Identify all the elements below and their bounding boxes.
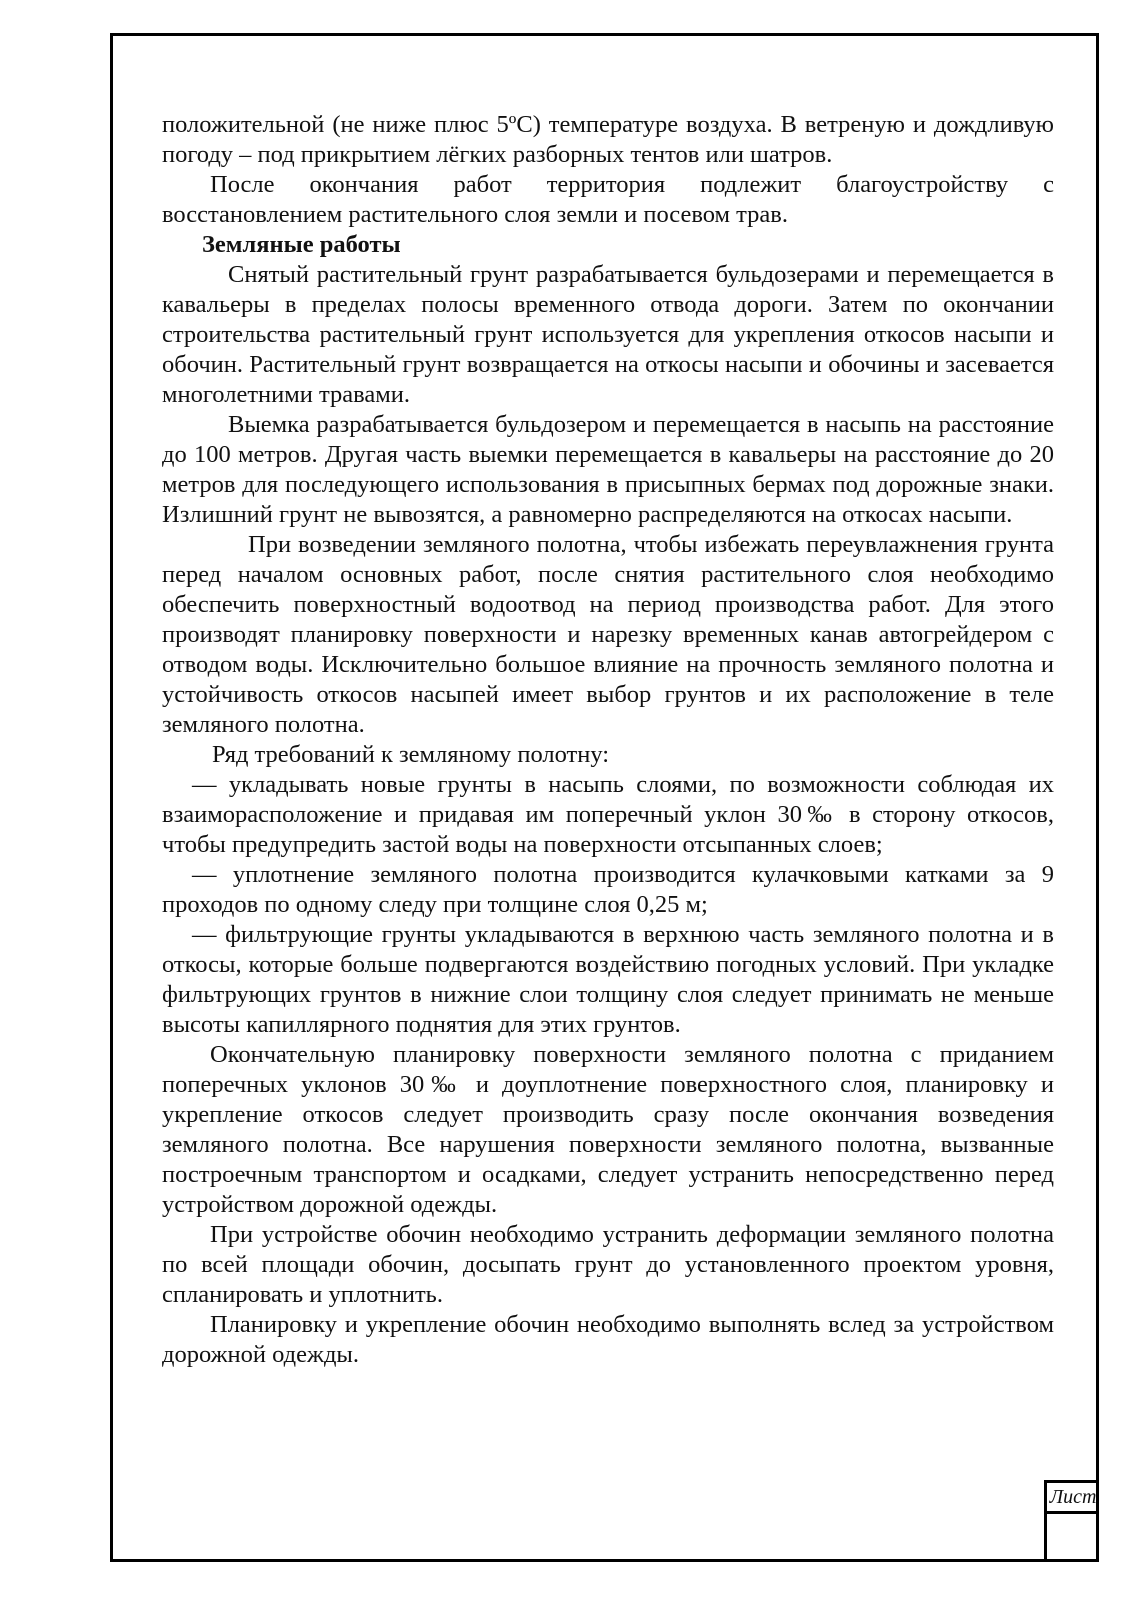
sheet-label: Лист: [1047, 1483, 1099, 1514]
paragraph-final-grading: Окончательную планировку поверхности земляного полотна с приданием поперечных уклонов 30‰ и доуплотнение поверхностного слоя, планировку и укрепление откосов следует производить сразу после окончания возведения земляного полотна. Все нарушения поверхности земляного полотна, вызванные построечным транспортом и осадками, следует устранить непосредственно перед устройством дорожной одежды.: [162, 1041, 1054, 1218]
paragraph-landscaping: После окончания работ территория подлежит благоустройству с восстановлением растительного слоя земли и посевом трав.: [162, 171, 1054, 228]
list-item: — уплотнение земляного полотна производится кулачковыми катками за 9 проходов по одному следу при толщине слоя 0,25 м;: [162, 861, 1054, 918]
title-block: [1044, 1480, 1099, 1562]
list-item: — укладывать новые грунты в насыпь слоями, по возможности соблюдая их взаиморасположение и придавая им поперечный уклон 30‰ в сторону откосов, чтобы предупредить застой воды на поверхности отсыпанных слоев;: [162, 771, 1054, 858]
document-body: [162, 110, 1054, 1370]
paragraph-excavation: Выемка разрабатывается бульдозером и перемещается в насыпь на расстояние до 100 метров. Другая часть выемки перемещается в кавальеры на расстояние до 20 метров для последующего использования в присыпных бермах под дорожные знаки. Излишний грунт не вывозятся, а равномерно распределяются на откосах насыпи.: [162, 411, 1054, 528]
paragraph-drainage: При возведении земляного полотна, чтобы избежать переувлажнения грунта перед началом основных работ, после снятия растительного слоя необходимо обеспечить поверхностный водоотвод на период производства работ. Для этого производят планировку поверхности и нарезку временных канав автогрейдером с отводом воды. Исключительно большое влияние на прочность земляного полотна и устойчивость откосов насыпей имеет выбор грунтов и их расположение в теле земляного полотна.: [162, 531, 1054, 738]
paragraph-shoulders: При устройстве обочин необходимо устранить деформации земляного полотна по всей площади обочин, досыпать грунт до установленного проектом уровня, спланировать и уплотнить.: [162, 1221, 1054, 1308]
list-item: — фильтрующие грунты укладываются в верхнюю часть земляного полотна и в откосы, которые больше подвергаются воздействию погодных условий. При укладке фильтрующих грунтов в нижние слои толщину слоя следует принимать не меньше высоты капиллярного поднятия для этих грунтов.: [162, 921, 1054, 1038]
paragraph-shoulder-reinforcement: Планировку и укрепление обочин необходимо выполнять вслед за устройством дорожной одежды.: [162, 1311, 1054, 1368]
paragraph-topsoil: Снятый растительный грунт разрабатывается бульдозерами и перемещается в кавальеры в пределах полосы временного отвода дороги. Затем по окончании строительства растительный грунт используется для укрепления откосов насыпи и обочин. Растительный грунт возвращается на откосы насыпи и обочины и засевается многолетними травами.: [162, 261, 1054, 408]
paragraph-intro: положительной (не ниже плюс 5ºС) температуре воздуха. В ветреную и дождливую погоду – под прикрытием лёгких разборных тентов или шатров.: [162, 111, 1054, 168]
paragraph-requirements-heading: Ряд требований к земляному полотну:: [212, 741, 610, 768]
section-heading: Земляные работы: [202, 231, 401, 258]
